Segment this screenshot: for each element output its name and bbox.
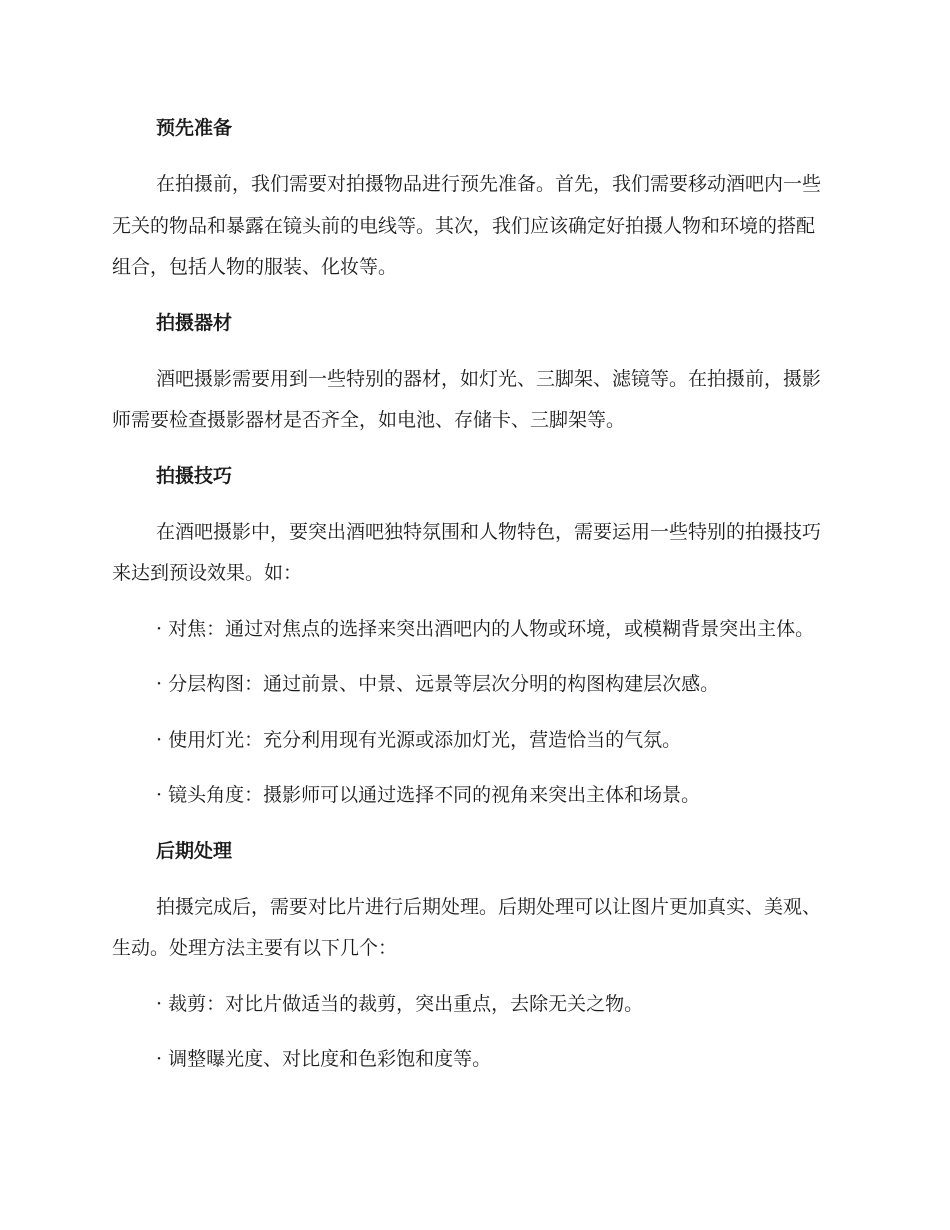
paragraph-preparation: 在拍摄前，我们需要对拍摄物品进行预先准备。首先，我们需要移动酒吧内一些无关的物品和暴露在镜头前的电线等。其次，我们应该确定好拍摄人物和环境的搭配组合，包括人物的服装、化妆等。 — [112, 173, 822, 278]
bullet-lighting: · 使用灯光：充分利用现有光源或添加灯光，营造恰当的气氛。 — [156, 728, 682, 751]
document-page — [112, 108, 832, 1095]
paragraph-techniques: 在酒吧摄影中，要突出酒吧独特氛围和人物特色，需要运用一些特别的拍摄技巧来达到预设效果。如： — [112, 520, 822, 584]
paragraph-equipment: 酒吧摄影需要用到一些特别的器材，如灯光、三脚架、滤镜等。在拍摄前，摄影师需要检查摄影器材是否齐全，如电池、存储卡、三脚架等。 — [112, 367, 822, 431]
bullet-cropping: · 裁剪：对比片做适当的裁剪，突出重点，去除无关之物。 — [156, 992, 644, 1015]
bullet-layered-composition: · 分层构图：通过前景、中景、远景等层次分明的构图构建层次感。 — [156, 673, 720, 695]
section-heading-preparation: 预先准备 — [156, 117, 233, 139]
section-heading-equipment: 拍摄器材 — [156, 311, 233, 334]
bullet-lens-angle: · 镜头角度：摄影师可以通过选择不同的视角来突出主体和场景。 — [156, 784, 701, 806]
section-heading-techniques: 拍摄技巧 — [156, 464, 233, 487]
paragraph-post-processing: 拍摄完成后，需要对比片进行后期处理。后期处理可以让图片更加真实、美观、生动。处理方法主要有以下几个： — [112, 895, 822, 959]
section-heading-post-processing: 后期处理 — [156, 839, 233, 862]
bullet-adjust-exposure: · 调整曝光度、对比度和色彩饱和度等。 — [156, 1048, 492, 1070]
bullet-focus: · 对焦：通过对焦点的选择来突出酒吧内的人物或环境，或模糊背景突出主体。 — [156, 617, 815, 640]
